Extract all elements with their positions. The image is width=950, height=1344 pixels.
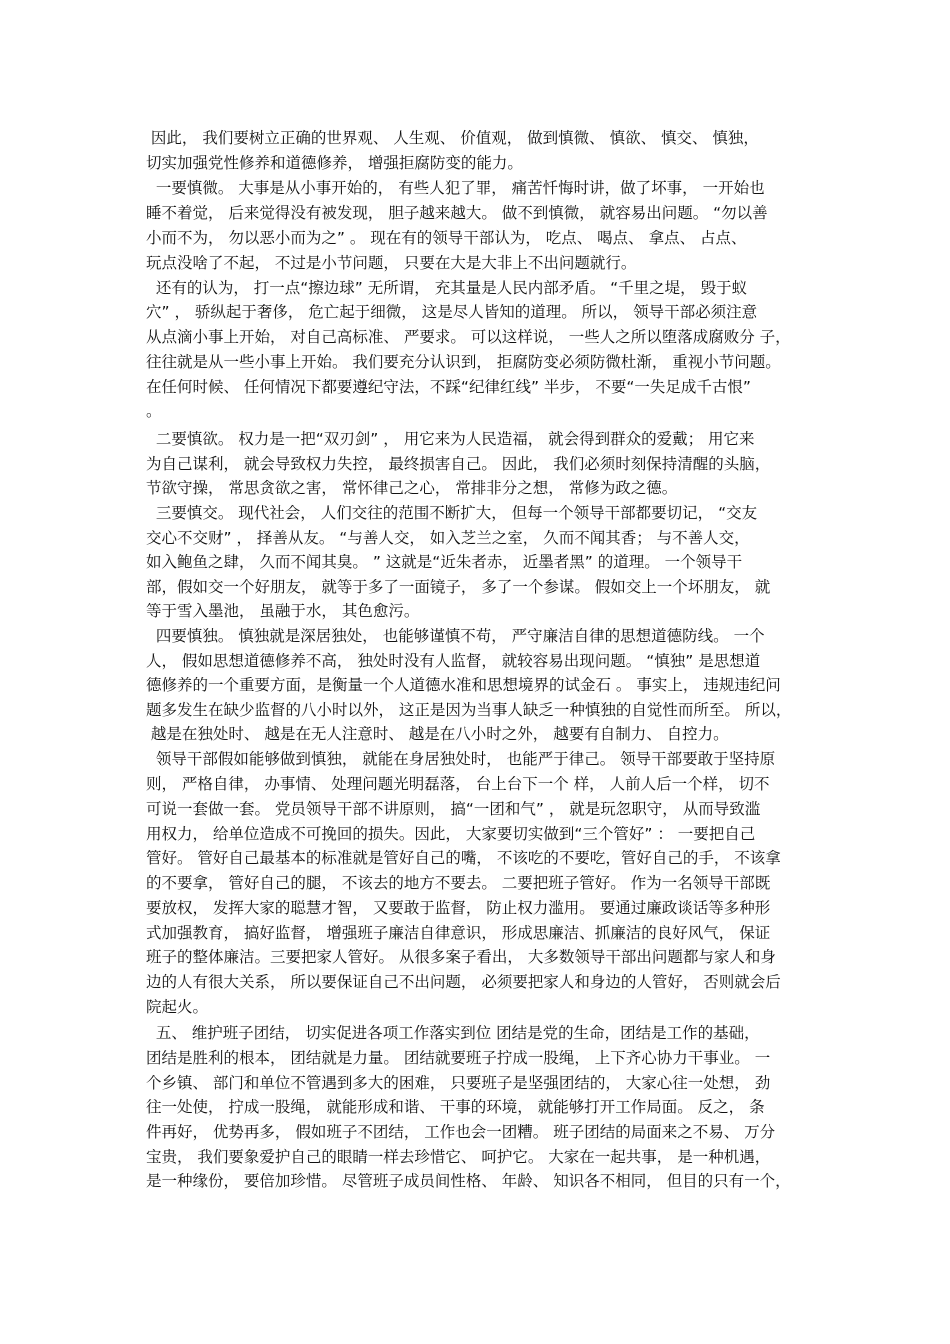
text-line: 部，假如交一个好朋友， 就等于多了一面镜子， 多了一个参谋。 假如交上一个坏朋友， 就 [146,578,771,596]
text-line: 要放权， 发挥大家的聪慧才智， 又要敢于监督， 防止权力滥用。 要通过廉政谈话等多种形 [146,899,771,917]
text-line: 院起火。 [146,998,209,1016]
text-line: 如入鲍鱼之肆， 久而不闻其臭。 ” 这就是“近朱者赤， 近墨者黑” 的道理。 一个领导干 [146,553,743,571]
text-line: 四要慎独。 慎独就是深居独处， 也能够谨慎不苟， 严守廉洁自律的思想道德防线。 一个 [146,627,765,645]
text-line: 节欲守操， 常思贪欲之害， 常怀律己之心， 常排非分之想， 常修为政之德。 [146,479,678,497]
text-line: 边的人有很大关系， 所以要保证自己不出问题， 必须要把家人和身边的人管好， 否则就会后 [146,973,781,991]
text-line: 小而不为， 勿以恶小而为之” 。 现在有的领导干部认为， 吃点、 喝点、 拿点、 占点、 [146,229,747,247]
text-line: 。 [146,402,162,420]
text-line: 还有的认为， 打一点“擦边球” 无所谓， 充其量是人民内部矛盾。 “千里之堤， 毁于蚁 [146,279,748,297]
text-line: 的不要拿， 管好自己的腿， 不该去的地方不要去。 二要把班子管好。 作为一名领导干部既 [146,874,771,892]
text-line: 班子的整体廉洁。三要把家人管好。 从很多案子看出， 大多数领导干部出问题都与家人和身 [146,948,776,966]
text-line: 德修养的一个重要方面，是衡量一个人道德水准和思想境界的试金石 。 事实上， 违规违纪问 [146,676,781,694]
text-line: 是一种缘份， 要倍加珍惜。 尽管班子成员间性格、 年龄、 知识各不相同， 但目的只有一个， [146,1172,791,1190]
text-line: 团结是胜利的根本， 团结就是力量。 团结就要班子拧成一股绳， 上下齐心协力干事业。 一 [146,1049,771,1067]
text-line: 人， 假如思想道德修养不高， 独处时没有人监督， 就较容易出现问题。 “慎独” 是思想道 [146,652,761,670]
text-line: 往一处使， 拧成一股绳， 就能形成和谐、 干事的环境， 就能够打开工作局面。 反之， 条 [146,1098,765,1116]
text-line: 等于雪入墨池， 虽融于水， 其色愈污。 [146,602,420,620]
text-line: 三要慎交。 现代社会， 人们交往的范围不断扩大， 但每一个领导干部都要切记， “交友 [146,504,758,522]
text-line: 题多发生在缺少监督的八小时以外， 这正是因为当事人缺乏一种慎独的自觉性而所至。 所以， [146,701,792,719]
text-line: 在任何时候、 任何情况下都要遵纪守法，不踩“纪律红线” 半步， 不要“一失足成千古恨” [146,378,751,396]
text-line: 件再好， 优势再多， 假如班子不团结， 工作也会一团糟。 班子团结的局面来之不易、 万分 [146,1123,776,1141]
text-line: 交心不交财” ， 择善从友。 “与善人交， 如入芝兰之室， 久而不闻其香； 与不善人交， [146,529,750,547]
text-line: 越是在独处时、 越是在无人注意时、 越是在八小时之外， 越要有自制力、 自控力。 [146,725,729,743]
text-line: 式加强教育， 搞好监督， 增强班子廉洁自律意识， 形成思廉洁、抓廉洁的良好风气， 保证 [146,924,771,942]
text-line: 为自己谋利， 就会导致权力失控， 最终损害自己。 因此， 我们必须时刻保持清醒的头脑， [146,455,771,473]
text-line: 五、 维护班子团结， 切实促进各项工作落实到位 团结是党的生命，团结是工作的基础， [146,1024,760,1042]
text-line: 一要慎微。 大事是从小事开始的， 有些人犯了罪， 痛苦忏悔时讲，做了坏事， 一开始也 [146,179,765,197]
text-line: 玩点没啥了不起， 不过是小节问题， 只要在大是大非上不出问题就行。 [146,254,637,272]
text-line: 个乡镇、 部门和单位不管遇到多大的困难， 只要班子是坚强团结的， 大家心往一处想， 劲 [146,1074,771,1092]
text-line: 管好。 管好自己最基本的标准就是管好自己的嘴， 不该吃的不要吃，管好自己的手， 不该拿 [146,849,781,867]
text-line: 领导干部假如能够做到慎独， 就能在身居独处时， 也能严于律己。 领导干部要敢于坚持原 [146,750,776,768]
text-line: 用权力， 给单位造成不可挽回的损失。因此， 大家要切实做到“三个管好” ： 一要把自己 [146,825,756,843]
text-line: 可说一套做一套。 党员领导干部不讲原则， 搞“一团和气” ， 就是玩忽职守， 从而导致滥 [146,800,761,818]
text-line: 从点滴小事上开始， 对自己高标准、 严要求。 可以这样说， 一些人之所以堕落成腐败分 子， [146,328,791,346]
text-line: 睡不着觉， 后来觉得没有被发现， 胆子越来越大。 做不到慎微， 就容易出问题。 “勿以善 [146,204,768,222]
text-line: 因此， 我们要树立正确的世界观、 人生观、 价值观， 做到慎微、 慎欲、 慎交、 慎独， [146,129,759,147]
text-line: 二要慎欲。 权力是一把“双刃剑” ， 用它来为人民造福， 就会得到群众的爱戴； 用它来 [146,430,755,448]
text-line: 切实加强党性修养和道德修养， 增强拒腐防变的能力。 [146,154,523,172]
text-line: 穴” ， 骄纵起于奢侈， 危亡起于细微， 这是尽人皆知的道理。 所以， 领导干部必须注意 [146,303,758,321]
text-line: 则， 严格自律， 办事情、 处理问题光明磊落， 台上台下一个 样， 人前人后一个样， 切不 [146,775,770,793]
text-line: 往往就是从一些小事上开始。 我们要充分认识到， 拒腐防变必须防微杜渐， 重视小节问题。 [146,353,781,371]
text-line: 宝贵， 我们要象爱护自己的眼睛一样去珍惜它、 呵护它。 大家在一起共事， 是一种机遇， [146,1148,771,1166]
